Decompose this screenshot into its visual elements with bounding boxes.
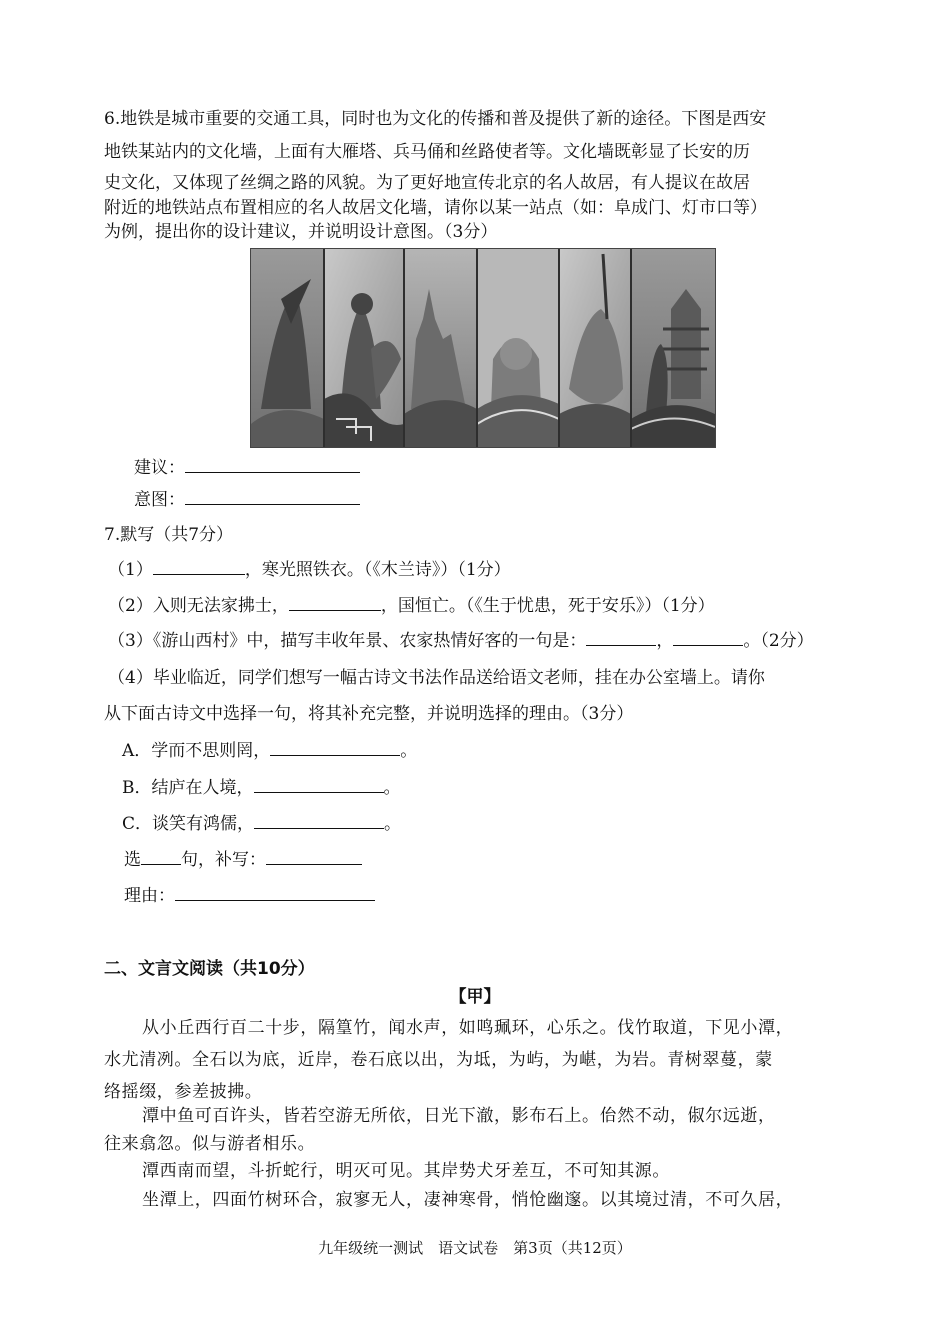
option-b-blank[interactable] xyxy=(254,776,384,793)
passage-line-6: 潭西南而望，斗折蛇行，明灭可见。其岸势犬牙差互，不可知其源。 xyxy=(142,1161,670,1181)
q7-item-2-blank[interactable] xyxy=(289,594,381,611)
reason-row xyxy=(124,884,375,907)
option-c-period: 。 xyxy=(384,814,402,834)
page-footer: 九年级统一测试 语文试卷 第3页（共12页） xyxy=(318,1239,632,1257)
q7-item-1 xyxy=(108,558,511,581)
q7-title: 7.默写（共7分） xyxy=(104,525,234,545)
choose-option-blank[interactable] xyxy=(141,848,181,865)
passage-line-3: 络摇缀，参差披拂。 xyxy=(104,1082,263,1102)
q7-item-3 xyxy=(108,629,814,652)
passage-line-7: 坐潭上，四面竹树环合，寂寥无人，凄神寒骨，悄怆幽邃。以其境过清，不可久居， xyxy=(142,1190,794,1210)
q7-item-3-blank-1[interactable] xyxy=(586,629,656,646)
option-a xyxy=(122,739,417,762)
q7-item-3-mid: ， xyxy=(656,631,674,651)
q7-item-4-line-2: 从下面古诗文中选择一句，将其补充完整，并说明选择的理由。（3分） xyxy=(104,704,634,724)
q6-line-3: 史文化，又体现了丝绸之路的风貌。为了更好地宣传北京的名人故居，有人提议在故居 xyxy=(104,173,750,193)
q7-item-3-pre: （3）《游山西村》中，描写丰收年景、农家热情好客的一句是： xyxy=(108,631,587,651)
option-b-text: B．结庐在人境， xyxy=(122,778,254,798)
q7-item-2-pre: （2）入则无法家拂士， xyxy=(108,596,289,616)
intent-row xyxy=(134,488,360,511)
suggestion-row xyxy=(134,456,360,479)
q7-item-1-blank[interactable] xyxy=(153,558,245,575)
q6-line-4: 附近的地铁站点布置相应的名人故居文化墙，请你以某一站点（如：阜成门、灯市口等） xyxy=(104,198,767,218)
option-a-text: A．学而不思则罔， xyxy=(122,741,271,761)
passage-line-4: 潭中鱼可百许头，皆若空游无所依，日光下澈，影布石上。佁然不动，俶尔远逝， xyxy=(142,1106,776,1126)
intent-blank[interactable] xyxy=(185,488,360,505)
reason-label: 理由： xyxy=(124,886,175,906)
option-b xyxy=(122,776,401,799)
passage-line-5: 往来翕忽。似与游者相乐。 xyxy=(104,1134,316,1154)
q6-line-1: 6.地铁是城市重要的交通工具，同时也为文化的传播和普及提供了新的途径。下图是西安 xyxy=(104,109,767,129)
q6-line-5: 为例，提出你的设计建议，并说明设计意图。（3分） xyxy=(104,222,498,242)
option-c-text: C．谈笑有鸿儒， xyxy=(122,814,255,834)
section-2-title: 二、文言文阅读（共10分） xyxy=(104,959,315,979)
q7-item-4-line-1: （4）毕业临近，同学们想写一幅古诗文书法作品送给语文老师，挂在办公室墙上。请你 xyxy=(108,668,765,688)
choose-mid: 句，补写： xyxy=(181,850,266,870)
supplement-blank[interactable] xyxy=(266,848,362,865)
q7-item-1-post: ，寒光照铁衣。（《木兰诗》）（1分） xyxy=(244,560,511,580)
option-a-period: 。 xyxy=(400,741,418,761)
q6-line-2: 地铁某站内的文化墙，上面有大雁塔、兵马俑和丝路使者等。文化墙既彰显了长安的历 xyxy=(104,142,750,162)
q7-item-3-blank-2[interactable] xyxy=(673,629,743,646)
choose-pre: 选 xyxy=(124,850,141,870)
option-b-period: 。 xyxy=(383,778,401,798)
q7-item-2 xyxy=(108,594,715,617)
q7-item-3-post: 。（2分） xyxy=(743,631,814,651)
q7-item-1-pre: （1） xyxy=(108,560,153,580)
passage-line-1: 从小丘西行百二十步，隔篁竹，闻水声，如鸣珮环，心乐之。伐竹取道，下见小潭， xyxy=(142,1018,794,1038)
option-c xyxy=(122,812,401,835)
culture-wall-image xyxy=(250,248,716,448)
suggestion-blank[interactable] xyxy=(185,456,360,473)
q7-item-2-post: ，国恒亡。（《生于忧患，死于安乐》）（1分） xyxy=(380,596,715,616)
option-a-blank[interactable] xyxy=(270,739,400,756)
suggestion-label: 建议： xyxy=(134,458,185,478)
section-2-subtitle: 【甲】 xyxy=(449,987,501,1007)
intent-label: 意图： xyxy=(134,490,185,510)
passage-line-2: 水尤清冽。全石以为底，近岸，卷石底以出，为坻，为屿，为嵁，为岩。青树翠蔓，蒙 xyxy=(104,1050,773,1070)
reason-blank[interactable] xyxy=(175,884,375,901)
choose-row xyxy=(124,848,362,871)
option-c-blank[interactable] xyxy=(254,812,384,829)
